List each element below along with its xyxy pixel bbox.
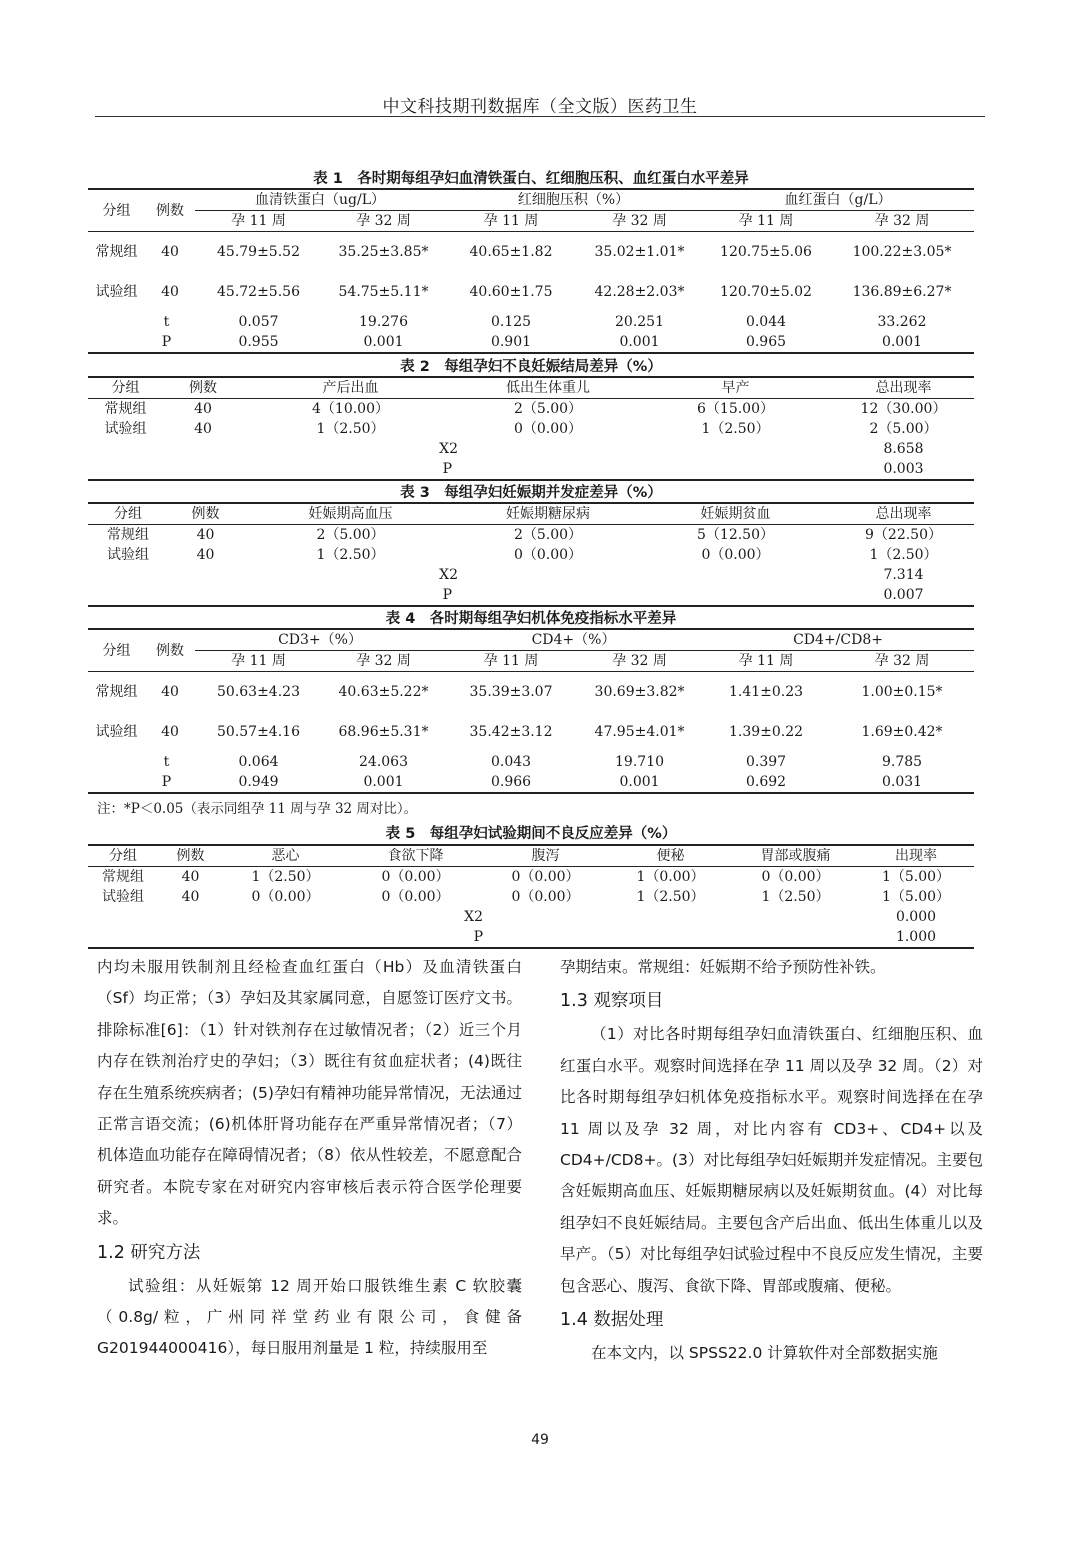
table1-row-label: 常规组 [95,243,138,260]
table1-h-n: 例数 [145,189,195,232]
table-cell: 0（0.00） [511,889,580,905]
table-header-cell: 分组 [88,503,168,525]
table5-x2-label: X2 [464,909,483,925]
table4-header-row [88,629,974,651]
table5-p-row [88,927,974,948]
table1-row-label: 试验组 [95,283,138,300]
table4-h-w11: 孕 11 周 [195,651,322,672]
table-cell: 19.710 [615,754,665,770]
table-cell: 0.955 [195,332,322,353]
table-cell: 47.95±4.01* [594,723,685,740]
table-row [88,545,974,565]
table-cell: 35.25±3.85* [338,243,429,260]
table-cell: 9（22.50） [865,527,942,543]
table-cell: 40.65±1.82 [469,243,553,260]
table-header-cell: 便秘 [608,845,733,867]
table4 [88,628,974,794]
table-cell: 9.785 [881,754,923,770]
table1-title: 表 1 各时期每组孕妇血清铁蛋白、红细胞压积、血红蛋白水平差异 [313,171,749,187]
table-cell: 0（0.00） [701,547,770,563]
table-cell: 1（0.00） [636,869,705,885]
table-cell: 1（2.50） [761,889,830,905]
table-row [88,232,974,273]
right-column [560,952,983,1369]
header-rule [95,116,985,117]
table-header-cell: 妊娠期高血压 [243,503,458,525]
table-cell: 0.043 [490,754,532,770]
table-header-cell: 食欲下降 [348,845,483,867]
table-cell: 35.42±3.12 [469,723,553,740]
table-cell: 40 [161,283,179,300]
table1-h-hb: 血红蛋白（g/L） [702,189,974,211]
table4-h-cd4cd8: CD4+/CD8+ [702,629,974,651]
table3-header-row [88,503,974,525]
table-header-cell: 胃部或腹痛 [733,845,858,867]
table-cell: 35.02±1.01* [594,243,685,260]
table-header-cell: 腹泻 [483,845,608,867]
table4-title: 表 4 各时期每组孕妇机体免疫指标水平差异 [385,611,677,627]
table-header-cell: 例数 [163,377,243,399]
table1-h-w32: 孕 32 周 [322,211,445,232]
table2-header-row [88,377,974,399]
table-header-cell: 低出生体重儿 [458,377,638,399]
table-cell: 0.044 [745,314,787,330]
table1-p-label: P [88,332,195,353]
table-cell: 1（2.50） [636,889,705,905]
table1-subheader-row [88,211,974,232]
table-cell: 120.70±5.02 [720,283,812,300]
table3-p-label: P [88,585,458,606]
table-cell: 100.22±3.05* [852,243,952,260]
table4-row-label: 试验组 [95,723,138,740]
table-cell: 40.63±5.22* [338,683,429,700]
table3-x2-row [88,565,974,585]
table3 [88,502,974,607]
table4-p-label: P [88,772,195,793]
table4-h-w11: 孕 11 周 [445,651,577,672]
table-cell: 0.001 [577,332,702,353]
table1-p-row [88,332,974,353]
table-cell: 0（0.00） [513,547,583,563]
table2-title: 表 2 每组孕妇不良妊娠结局差异（%） [400,359,662,375]
table-cell: 1.41±0.23 [728,683,804,700]
table-cell: 1（2.50） [251,869,320,885]
table-row [88,525,974,546]
section-heading-1-2: 1.2 研究方法 [97,1242,201,1263]
table5 [88,844,974,949]
table4-h-w11: 孕 11 周 [702,651,830,672]
table5-p-label: P [88,927,483,948]
table4-note: 注：*P＜0.05（表示同组孕 11 周与孕 32 周对比）。 [97,801,418,817]
section-heading-1-4: 1.4 数据处理 [560,1310,664,1331]
table-cell: 19.276 [359,314,408,330]
table-cell: 1.000 [858,927,974,948]
table4-h-cd4: CD4+（%） [445,629,702,651]
section-heading-1-3: 1.3 观察项目 [560,991,664,1012]
table-cell: 0（0.00） [251,889,320,905]
table-cell: 0.901 [445,332,577,353]
table-cell: 50.57±4.16 [217,723,300,740]
table-cell: 0.001 [322,772,445,793]
table-cell: 2（5.00） [513,527,583,543]
table-cell: 0.057 [238,314,279,330]
table-cell: 0.000 [895,909,937,925]
table-cell: 0.001 [577,772,702,793]
table-header-cell: 妊娠期糖尿病 [458,503,638,525]
table-cell: 常规组 [102,869,144,885]
table-header-cell: 产后出血 [243,377,458,399]
table-cell: 1（2.50） [316,421,385,437]
table-cell: 120.75±5.06 [720,243,812,260]
table-cell: 1（2.50） [316,547,385,563]
table-row [88,867,974,888]
table-cell: 42.28±2.03* [594,283,685,300]
table-cell: 4（10.00） [312,401,389,417]
table-cell: 40 [194,401,212,417]
table4-row-label: 常规组 [95,683,138,700]
table-cell: 0.031 [830,772,974,793]
table-cell: 0.965 [702,332,830,353]
table-cell: 40 [196,547,215,563]
table5-x2-row [88,907,974,927]
table-cell: 7.314 [883,567,924,583]
table-cell: 40 [194,421,212,437]
table4-subheader-row [88,651,974,672]
table-header-cell: 分组 [88,377,163,399]
table-cell: 1.00±0.15* [861,683,943,700]
table1-h-w11: 孕 11 周 [702,211,830,232]
table-header-cell: 妊娠期贫血 [638,503,833,525]
table2-x2-row [88,439,974,459]
table-cell: 20.251 [615,314,664,330]
table-cell: 35.39±3.07 [469,683,553,700]
table4-t-row [88,752,974,772]
table-cell: 5（12.50） [697,527,774,543]
table1-h-w32: 孕 32 周 [577,211,702,232]
table-cell: 40 [161,683,179,700]
table-header-cell: 总出现率 [833,503,974,525]
table1-h-w11: 孕 11 周 [195,211,322,232]
table-cell: 0.966 [445,772,577,793]
table-cell: 1（2.50） [701,421,770,437]
table-cell: 1.39±0.22 [728,723,804,740]
table1-h-w11: 孕 11 周 [445,211,577,232]
table2-p-row [88,459,974,480]
table-cell: 1（5.00） [881,889,951,905]
table-cell: 1（5.00） [881,869,951,885]
running-header: 中文科技期刊数据库（全文版）医药卫生 [382,97,698,117]
table-header-cell: 出现率 [858,845,974,867]
table-cell: 0.949 [195,772,322,793]
table5-title: 表 5 每组孕妇试验期间不良反应差异（%） [385,826,677,842]
table4-h-group: 分组 [88,629,145,672]
table-cell: 0（0.00） [381,869,450,885]
table-cell: 40 [181,869,200,885]
table3-title: 表 3 每组孕妇妊娠期并发症差异（%） [400,485,662,501]
table3-x2-label: X2 [439,567,458,583]
table-cell: 试验组 [102,889,144,905]
table4-h-w32: 孕 32 周 [322,651,445,672]
table-header-cell: 总出现率 [833,377,974,399]
table-cell: 1.69±0.42* [861,723,943,740]
table1-h-hct: 红细胞压积（%） [445,189,702,211]
table-cell: 33.262 [877,314,927,330]
table-cell: 0（0.00） [761,869,830,885]
table4-h-cd3: CD3+（%） [195,629,445,651]
table-cell: 68.96±5.31* [338,723,429,740]
table-cell: 8.658 [883,441,924,457]
table-cell: 40.60±1.75 [469,283,553,300]
table1-t-label: t [163,314,170,330]
table-cell: 40 [181,889,200,905]
table-header-cell: 分组 [88,845,158,867]
table-cell: 30.69±3.82* [594,683,685,700]
table-cell: 0.003 [833,459,974,480]
table-cell: 常规组 [104,401,147,417]
table-cell: 54.75±5.11* [338,283,429,300]
table-cell: 0.007 [833,585,974,606]
table1 [88,188,974,354]
body-paragraph: 孕期结束。常规组：妊娠期不给予预防性补铁。 [560,958,886,976]
table1-h-ferritin: 血清铁蛋白（ug/L） [195,189,445,211]
table1-header-row [88,189,974,211]
table1-h-w32: 孕 32 周 [830,211,974,232]
table-cell: 40 [196,527,215,543]
table-cell: 试验组 [107,547,149,563]
table-cell: 2（5.00） [316,527,385,543]
table-row [88,419,974,439]
table-cell: 常规组 [107,527,149,543]
table-cell: 45.79±5.52 [217,243,300,260]
table-cell: 50.63±4.23 [217,683,300,700]
body-paragraph: 试验组：从妊娠第 12 周开始口服铁维生素 C 软胶囊（0.8g/粒，广州同祥堂药业有限公司，食健备G201944000416），每日服用剂量是 1 粒，持续服用至 [97,1276,522,1358]
left-column [97,952,522,1365]
table3-p-row [88,585,974,606]
body-paragraph: 内均未服用铁制剂且经检查血红蛋白（Hb）及血清铁蛋白（Sf）均正常；（3）孕妇及其家属同意，自愿签订医疗文书。排除标准[6]：（1）针对铁剂存在过敏情况者；（2）近三个月内存在铁剂治疗史的孕妇；（3）既往有贫血症状者；(4)既往存在生殖系统疾病者；(5)孕妇有精神功能异常情况，无法通过正常言语交流；(6)机体肝肾功能存在严重异常情况者；（7）机体造血功能存在障碍情况者；（8）依从性较差，不愿意配合研究者。本院专家在对研究内容审核后表示符合医学伦理要求。 [97,958,522,1228]
table4-h-w32: 孕 32 周 [830,651,974,672]
table-cell: 0.064 [238,754,279,770]
table-header-cell: 例数 [158,845,223,867]
table-cell: 1（2.50） [869,547,938,563]
table-row [88,272,974,312]
table-cell: 40 [161,723,179,740]
table4-h-n: 例数 [145,629,195,672]
table4-h-w32: 孕 32 周 [577,651,702,672]
table-cell: 0（0.00） [381,889,450,905]
table-cell: 2（5.00） [513,401,583,417]
table-row [88,672,974,713]
table5-header-row [88,845,974,867]
table-cell: 136.89±6.27* [852,283,952,300]
table-cell: 试验组 [104,421,147,437]
table-cell: 45.72±5.56 [217,283,300,300]
table-cell: 0（0.00） [513,421,583,437]
table2-x2-label: X2 [439,441,458,457]
table-cell: 0（0.00） [511,869,580,885]
table2-p-label: P [88,459,458,480]
table4-t-label: t [163,754,170,770]
table-cell: 40 [161,243,179,260]
table1-h-group: 分组 [88,189,145,232]
table-header-cell: 例数 [168,503,243,525]
table-header-cell: 早产 [638,377,833,399]
table-cell: 0.692 [702,772,830,793]
table-cell: 0.397 [745,754,787,770]
table-row [88,887,974,907]
table-header-cell: 恶心 [223,845,348,867]
table-cell: 0.125 [490,314,532,330]
table-cell: 6（15.00） [697,401,774,417]
table2 [88,376,974,481]
page-number: 49 [531,1432,549,1448]
table-row [88,399,974,420]
body-paragraph: （1）对比各时期每组孕妇血清铁蛋白、红细胞压积、血红蛋白水平。观察时间选择在孕 11 周以及孕 32 周。（2）对比各时期每组孕妇机体免疫指标水平。观察时间选择在在孕 11 周以及孕 32 周，对比内容有 CD3+、CD4+以及 CD4+/CD8+。(3）对比每组孕妇妊娠期并发症情况。主要包含妊娠期高血压、妊娠期糖尿病以及妊娠期贫血。(4）对比每组孕妇不良妊娠结局。主要包含产后出血、低出生体重儿以及早产。（5）对比每组孕妇试验过程中不良反应发生情况，主要包含恶心、腹泻、食欲下降、胃部或腹痛、便秘。 [560,1025,983,1295]
table4-p-row [88,772,974,793]
table-cell: 0.001 [830,332,974,353]
table1-t-row [88,312,974,332]
table-cell: 24.063 [359,754,408,770]
table-cell: 12（30.00） [860,401,947,417]
body-paragraph: 在本文内，以 SPSS22.0 计算软件对全部数据实施 [591,1344,938,1363]
table-cell: 2（5.00） [869,421,938,437]
table-cell: 0.001 [322,332,445,353]
table-row [88,712,974,752]
